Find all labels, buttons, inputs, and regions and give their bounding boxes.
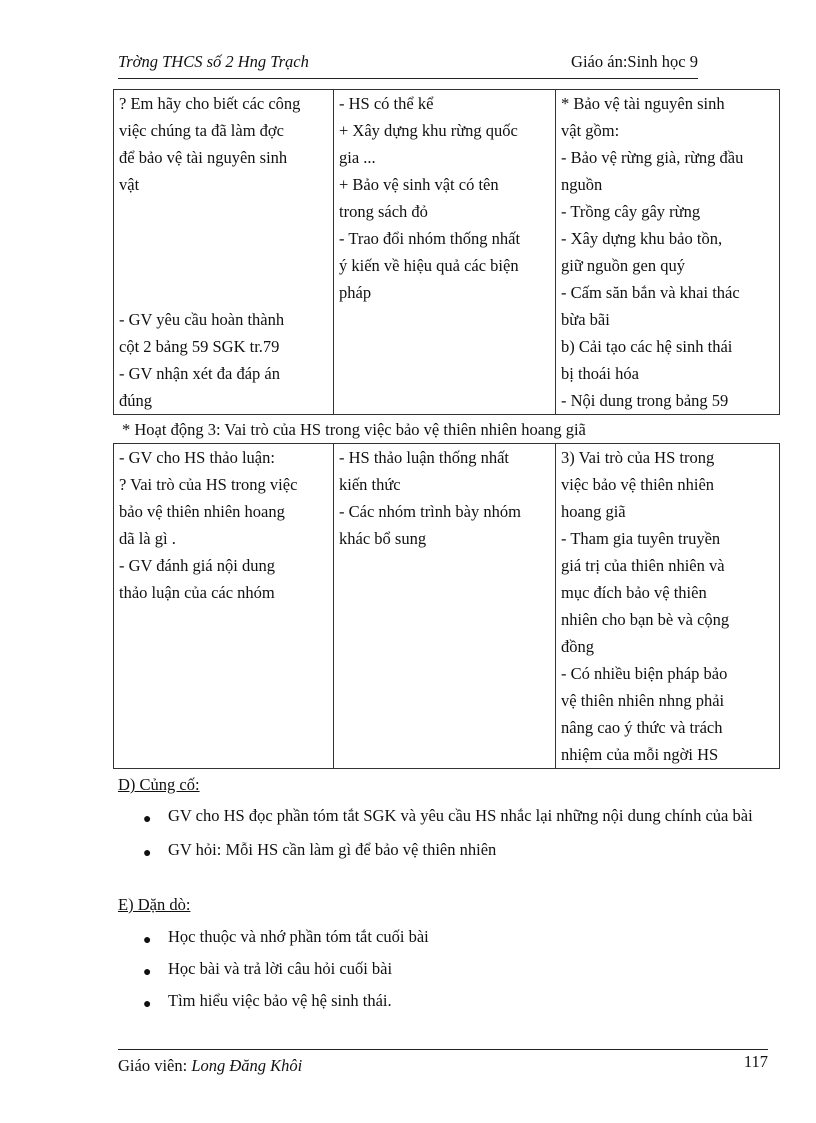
cell-line: dã là gì . bbox=[119, 529, 176, 548]
cell-line: việc bảo vệ thiên nhiên bbox=[561, 475, 715, 494]
cell-line: - Có nhiều biện pháp bảo bbox=[561, 664, 728, 683]
cell-line: - Trồng cây gây rừng bbox=[561, 202, 701, 221]
table-cell-content bbox=[556, 444, 780, 769]
cell-line: nguồn bbox=[561, 175, 603, 194]
cell-line: để bảo vệ tài nguyên sinh bbox=[119, 148, 288, 167]
cell-line: trong sách đỏ bbox=[339, 202, 428, 221]
table-cell-teacher bbox=[114, 90, 334, 415]
cell-line: - Xây dựng khu bảo tồn, bbox=[561, 229, 723, 248]
cell-line: - GV cho HS thảo luận: bbox=[119, 448, 275, 467]
cell-line: giữ nguồn gen quý bbox=[561, 256, 685, 275]
cell-line: việc chúng ta đã làm đợc bbox=[119, 121, 284, 140]
cell-line: * Bảo vệ tài nguyên sinh bbox=[561, 94, 725, 113]
cell-line bbox=[119, 198, 328, 225]
cell-line: nâng cao ý thức và trách bbox=[561, 718, 723, 737]
cell-line: - Bảo vệ rừng già, rừng đầu bbox=[561, 148, 744, 167]
list-item: ● Học thuộc và nhớ phần tóm tắt cuối bài bbox=[140, 924, 780, 950]
teacher-label: Giáo viên: bbox=[118, 1056, 188, 1075]
section-d-title: D) Củng cố: bbox=[118, 775, 200, 794]
cell-line: + Bảo vệ sinh vật có tên bbox=[339, 175, 499, 194]
cell-line: nhiệm của mỗi ngời HS bbox=[561, 745, 719, 764]
list-item: ● Tìm hiểu việc bảo vệ hệ sinh thái. bbox=[140, 988, 780, 1014]
cell-line: - HS có thể kể bbox=[339, 94, 434, 113]
cell-line: - GV yêu cầu hoàn thành bbox=[119, 310, 285, 329]
cell-line: đúng bbox=[119, 391, 152, 410]
cell-line: - Cấm săn bắn và khai thác bbox=[561, 283, 740, 302]
cell-line: mục đích bảo vệ thiên bbox=[561, 583, 707, 602]
teacher-info bbox=[118, 1056, 302, 1076]
cell-line: - Các nhóm trình bày nhóm bbox=[339, 502, 521, 521]
cell-line: đồng bbox=[561, 637, 594, 656]
teacher-name: Long Đăng Khôi bbox=[191, 1056, 303, 1075]
cell-line: vật bbox=[119, 175, 140, 194]
school-name: Trờng THCS số 2 Hng Trạch bbox=[118, 52, 309, 71]
table-row bbox=[114, 444, 780, 769]
cell-line: bảo vệ thiên nhiên hoang bbox=[119, 502, 285, 521]
bullet-icon: ● bbox=[143, 997, 152, 1012]
cell-line: khác bổ sung bbox=[339, 529, 427, 548]
cell-line: bừa bãi bbox=[561, 310, 610, 329]
cell-line: + Xây dựng khu rừng quốc bbox=[339, 121, 518, 140]
cell-line: giá trị của thiên nhiên và bbox=[561, 556, 725, 575]
activity-3-heading: * Hoạt động 3: Vai trò của HS trong việc bảo vệ thiên nhiên hoang giã bbox=[122, 420, 586, 439]
cell-line: ? Vai trò của HS trong việc bbox=[119, 475, 298, 494]
cell-line: - HS thảo luận thống nhất bbox=[339, 448, 510, 467]
cell-line bbox=[119, 252, 328, 279]
cell-line: b) Cải tạo các hệ sinh thái bbox=[561, 337, 733, 356]
cell-line: kiến thức bbox=[339, 475, 401, 494]
table-row bbox=[114, 90, 780, 415]
list-item: ● Học bài và trả lời câu hỏi cuối bài bbox=[140, 956, 780, 982]
cell-line: - Nội dung trong bảng 59 bbox=[561, 391, 729, 410]
table-cell-student bbox=[334, 444, 556, 769]
cell-line: nhiên cho bạn bè và cộng bbox=[561, 610, 730, 629]
cell-line: ý kiến về hiệu quả các biện bbox=[339, 256, 519, 275]
cell-line: gia ... bbox=[339, 148, 376, 167]
section-e-title: E) Dặn dò: bbox=[118, 895, 191, 914]
page-number: 117 bbox=[743, 1052, 768, 1071]
table-cell-teacher bbox=[114, 444, 334, 769]
cell-line: - Tham gia tuyên truyền bbox=[561, 529, 721, 548]
section-d-list bbox=[140, 803, 780, 863]
cell-line: - Trao đổi nhóm thống nhất bbox=[339, 229, 521, 248]
lesson-table-1 bbox=[113, 89, 780, 415]
table-cell-content bbox=[556, 90, 780, 415]
cell-line: vệ thiên nhiên nhng phải bbox=[561, 691, 725, 710]
section-e-list bbox=[140, 924, 780, 1014]
subject-label: Giáo án:Sinh học 9 bbox=[571, 52, 698, 71]
cell-line: vật gồm: bbox=[561, 121, 620, 140]
cell-line: thảo luận của các nhóm bbox=[119, 583, 275, 602]
cell-line: - GV đánh giá nội dung bbox=[119, 556, 275, 575]
table-cell-student bbox=[334, 90, 556, 415]
page-footer bbox=[118, 1049, 768, 1080]
page-header bbox=[118, 52, 698, 79]
bullet-icon: ● bbox=[143, 812, 152, 827]
cell-line: pháp bbox=[339, 283, 372, 302]
cell-line bbox=[119, 225, 328, 252]
cell-line: hoang giã bbox=[561, 502, 626, 521]
bullet-icon: ● bbox=[143, 846, 152, 861]
list-item: ● GV cho HS đọc phần tóm tắt SGK và yêu cầu HS nhắc lại những nội dung chính của bài bbox=[140, 803, 780, 829]
cell-line: - GV nhận xét đa đáp án bbox=[119, 364, 280, 383]
cell-line: bị thoái hóa bbox=[561, 364, 639, 383]
list-item: ● GV hỏi: Mỗi HS cần làm gì để bảo vệ thiên nhiên bbox=[140, 837, 780, 863]
cell-line: cột 2 bảng 59 SGK tr.79 bbox=[119, 337, 280, 356]
cell-line bbox=[119, 279, 328, 306]
lesson-table-2 bbox=[113, 443, 780, 769]
bullet-icon: ● bbox=[143, 965, 152, 980]
bullet-icon: ● bbox=[143, 933, 152, 948]
cell-line: ? Em hãy cho biết các công bbox=[119, 94, 301, 113]
cell-line: 3) Vai trò của HS trong bbox=[561, 448, 715, 467]
